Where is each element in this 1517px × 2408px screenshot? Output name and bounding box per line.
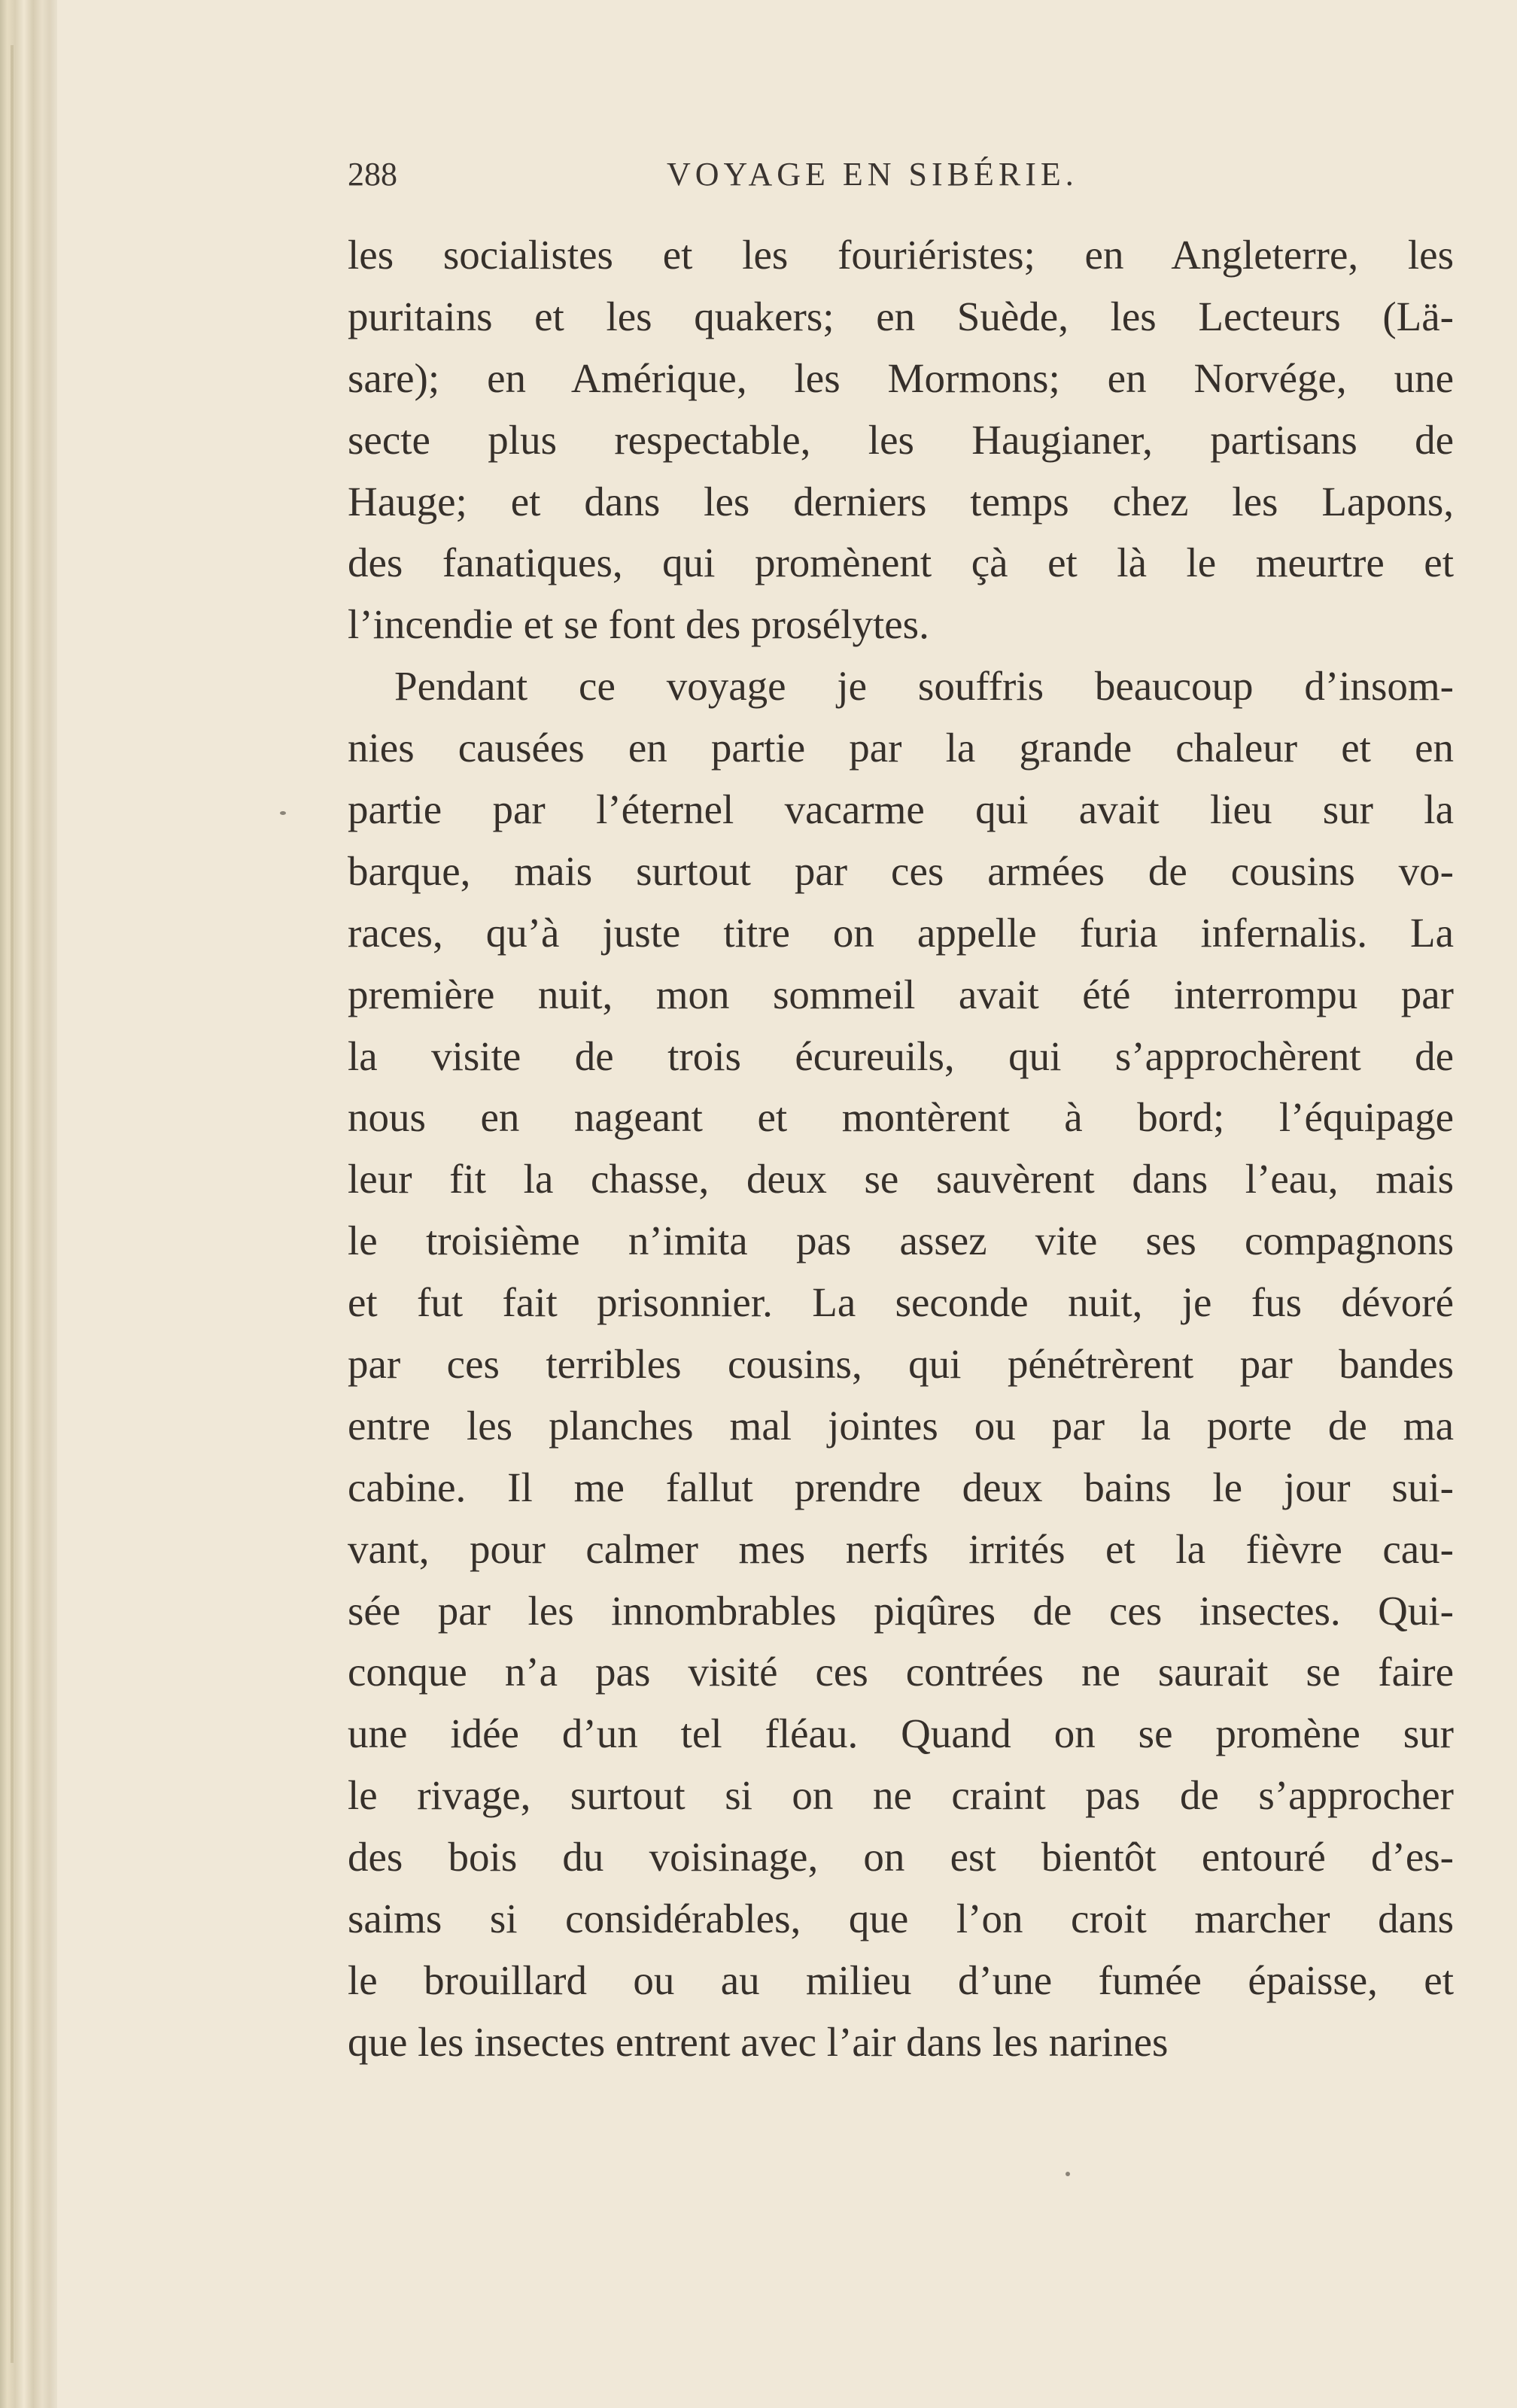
page-header — [57, 155, 1517, 200]
text-line: conque n’a pas visité ces contrées ne saurait se faire — [348, 1649, 1454, 1695]
text-line: Hauge; et dans les derniers temps chez les Lapons, — [348, 478, 1454, 524]
text-line: l’incendie et se font des prosélytes. — [348, 601, 929, 648]
text-line: première nuit, mon sommeil avait été interrompu par — [348, 971, 1454, 1017]
text-line: entre les planches mal jointes ou par la porte de ma — [348, 1402, 1454, 1449]
text-line: nies causées en partie par la grande chaleur et en — [348, 725, 1454, 771]
text-line: cabine. Il me fallut prendre deux bains le jour sui- — [348, 1464, 1454, 1510]
page-number: 288 — [348, 156, 397, 193]
text-line: races, qu’à juste titre on appelle furia infernalis. La — [348, 909, 1454, 956]
binding-stripe — [11, 45, 14, 2363]
book-page-edge — [0, 0, 57, 2408]
text-line: le troisième n’imita pas assez vite ses compagnons — [348, 1218, 1454, 1264]
text-line: vant, pour calmer mes nerfs irrités et la fièvre cau- — [348, 1525, 1454, 1572]
text-line: des fanatiques, qui promènent çà et là le meurtre et — [348, 540, 1454, 586]
text-line: le brouillard ou au milieu d’une fumée épaisse, et — [348, 1956, 1454, 2003]
paper-speck — [280, 811, 286, 815]
text-line: et fut fait prisonnier. La seconde nuit, je fus dévoré — [348, 1279, 1454, 1326]
text-line: Pendant ce voyage je souffris beaucoup d’insom- — [394, 663, 1454, 710]
text-line: une idée d’un tel fléau. Quand on se promène sur — [348, 1710, 1454, 1757]
running-title: VOYAGE EN SIBÉRIE. — [667, 156, 1078, 193]
body-text — [348, 224, 1454, 2073]
text-line: la visite de trois écureuils, qui s’approchèrent de — [348, 1032, 1454, 1079]
text-line: secte plus respectable, les Haugianer, partisans de — [348, 416, 1454, 463]
text-line: saims si considérables, que l’on croit marcher dans — [348, 1896, 1454, 1942]
text-line: partie par l’éternel vacarme qui avait lieu sur la — [348, 786, 1454, 833]
text-line: sare); en Amérique, les Mormons; en Norvége, une — [348, 354, 1454, 401]
text-line: sée par les innombrables piqûres de ces insectes. Qui- — [348, 1587, 1454, 1634]
text-line: le rivage, surtout si on ne craint pas de s’approcher — [348, 1772, 1454, 1819]
book-page — [57, 0, 1517, 2408]
text-line: leur fit la chasse, deux se sauvèrent dans l’eau, mais — [348, 1156, 1454, 1202]
paragraph-1 — [348, 224, 1454, 655]
text-line: par ces terribles cousins, qui pénétrèrent par bandes — [348, 1341, 1454, 1388]
text-line: que les insectes entrent avec l’air dans les narines — [348, 2018, 1169, 2065]
text-line: puritains et les quakers; en Suède, les Lecteurs (Lä- — [348, 293, 1454, 339]
paper-speck — [1066, 2172, 1070, 2176]
paragraph-2 — [348, 655, 1454, 2072]
text-line: les socialistes et les fouriéristes; en Angleterre, les — [348, 232, 1454, 278]
text-line: barque, mais surtout par ces armées de cousins vo- — [348, 847, 1454, 894]
text-line: nous en nageant et montèrent à bord; l’équipage — [348, 1094, 1454, 1141]
text-line: des bois du voisinage, on est bientôt entouré d’es- — [348, 1834, 1454, 1880]
